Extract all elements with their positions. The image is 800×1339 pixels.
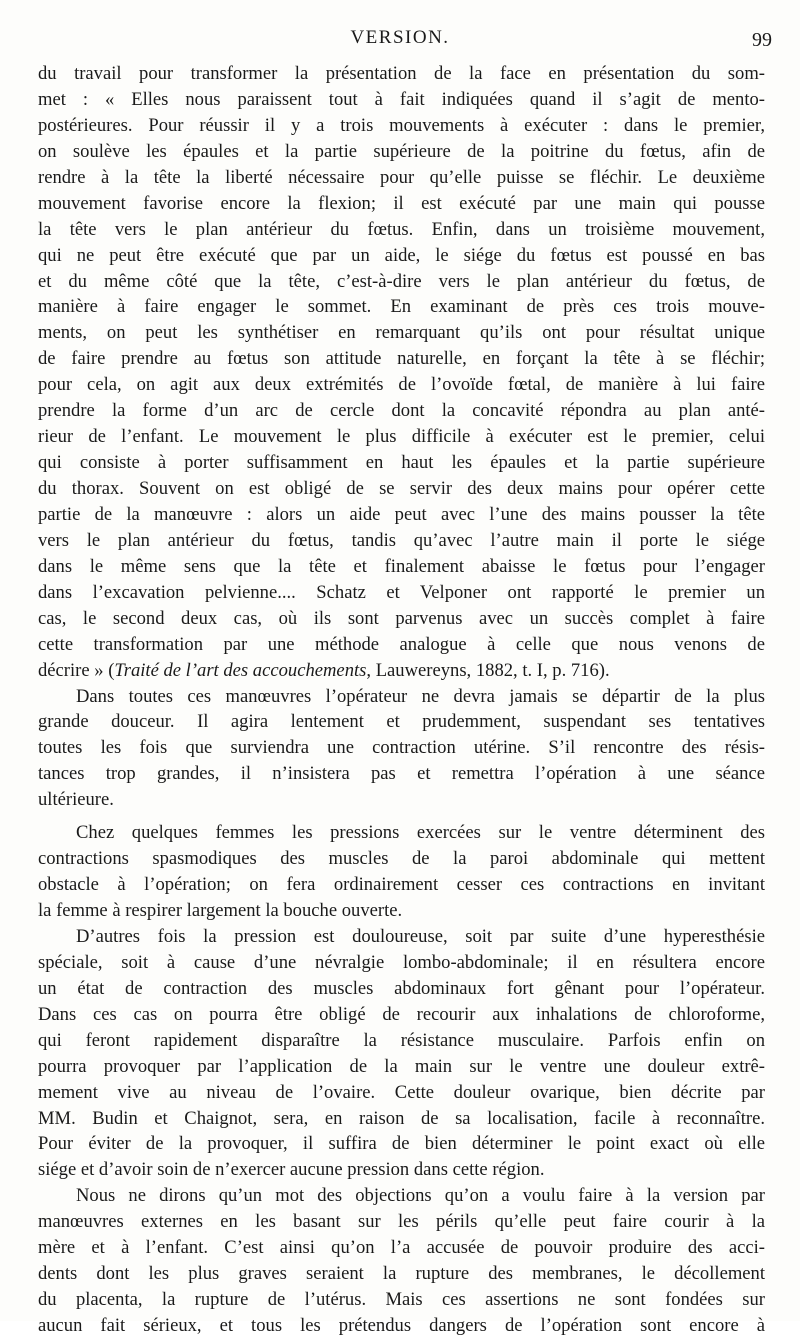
text-segment: et du même côté que la tête, c’est-à-dire vers le plan antérieur du fœtus, de xyxy=(38,270,765,292)
text-line xyxy=(38,735,765,761)
text-segment: mouvement favorise encore la flexion; il est exécuté par une main qui pousse xyxy=(38,192,765,214)
text-line xyxy=(38,632,765,658)
text-line xyxy=(38,398,765,424)
text-line xyxy=(38,165,765,191)
text-line xyxy=(38,1209,765,1235)
page-number: 99 xyxy=(752,29,772,51)
text-line xyxy=(38,1157,765,1183)
text-line xyxy=(38,580,765,606)
text-segment: dans l’excavation pelvienne.... Schatz et Velponer ont rapporté le premier un xyxy=(38,581,765,603)
text-line xyxy=(38,320,765,346)
text-segment: cette transformation par une méthode analogue à celle que nous venons de xyxy=(38,633,765,655)
text-segment: mère et à l’enfant. C’est ainsi qu’on l’a accusée de pouvoir produire des acci- xyxy=(38,1237,765,1259)
text-segment: qui consiste à porter suffisamment en haut les épaules et la partie supérieure xyxy=(38,452,765,474)
text-segment: MM. Budin et Chaignot, sera, en raison de sa localisation, facile à reconnaître. xyxy=(38,1107,765,1129)
text-line xyxy=(38,787,765,813)
text-line xyxy=(38,1080,765,1106)
text-segment: Pour éviter de la provoquer, il suffira de bien déterminer le point exact où elle xyxy=(38,1133,765,1155)
text-line xyxy=(38,1235,765,1261)
text-line xyxy=(38,761,765,787)
text-segment: vers le plan antérieur du fœtus, tandis qu’avec l’autre main il porte le siége xyxy=(38,529,765,551)
text-segment: qui feront rapidement disparaître la résistance musculaire. Parfois enfin on xyxy=(38,1029,765,1051)
text-line xyxy=(38,372,765,398)
text-line xyxy=(38,476,765,502)
text-segment: de faire prendre au fœtus son attitude naturelle, en forçant la tête à se fléchir; xyxy=(38,348,765,370)
text-line xyxy=(38,976,765,1002)
text-segment: , Lauwereyns, 1882, t. I, p. 716). xyxy=(366,659,610,681)
text-line xyxy=(38,709,765,735)
text-segment: décrire » ( xyxy=(38,659,115,681)
text-segment: Chez quelques femmes les pressions exercées sur le ventre déterminent des xyxy=(76,822,765,844)
text-segment: cas, le second deux cas, où ils sont parvenus avec un succès complet à faire xyxy=(38,607,765,629)
text-segment: manœuvres externes en les basant sur les périls qu’elle peut faire courir à la xyxy=(38,1211,765,1233)
text-segment: aucun fait sérieux, et tous les prétendus dangers de l’opération sont encore à xyxy=(38,1315,765,1336)
text-line xyxy=(38,294,765,320)
text-segment: met : « Elles nous paraissent tout à fait indiquées quand il s’agit de mento- xyxy=(38,88,765,110)
text-line xyxy=(38,1287,765,1313)
text-segment: pour cela, on agit aux deux extrémités de l’ovoïde fœtal, de manière à lui faire xyxy=(38,374,765,396)
text-segment: la tête vers le plan antérieur du fœtus. Enfin, dans un troisième mouvement, xyxy=(38,218,765,240)
text-segment: partie de la manœuvre : alors un aide peut avec l’une des mains pousser la tête xyxy=(38,503,765,525)
text-segment: manière à faire engager le sommet. En examinant de près ces trois mouve- xyxy=(38,296,765,318)
text-line xyxy=(38,346,765,372)
text-segment: prendre la forme d’un arc de cercle dont la concavité répondra au plan anté- xyxy=(38,400,765,422)
running-header xyxy=(0,27,800,53)
text-line xyxy=(38,424,765,450)
running-title: VERSION. xyxy=(350,27,450,48)
text-segment: D’autres fois la pression est douloureuse, soit par suite d’une hyperesthésie xyxy=(76,925,765,947)
text-line xyxy=(38,191,765,217)
text-line xyxy=(38,1183,765,1209)
text-line xyxy=(38,950,765,976)
text-segment: rieur de l’enfant. Le mouvement le plus difficile à exécuter est le premier, celui xyxy=(38,426,765,448)
text-line xyxy=(38,658,765,684)
text-segment: dans le même sens que la tête et finalement abaisse le fœtus pour l’engager xyxy=(38,555,765,577)
text-line xyxy=(38,606,765,632)
text-line xyxy=(38,1106,765,1132)
text-segment: toutes les fois que surviendra une contraction utérine. S’il rencontre des résis- xyxy=(38,737,765,759)
text-segment: du travail pour transformer la présentation de la face en présentation du som- xyxy=(38,63,765,84)
text-line xyxy=(38,898,765,924)
text-line xyxy=(38,217,765,243)
text-segment: ments, on peut les synthétiser en remarquant qu’ils ont pour résultat unique xyxy=(38,322,765,344)
text-line xyxy=(38,846,765,872)
text-segment: Dans ces cas on pourra être obligé de recourir aux inhalations de chloroforme, xyxy=(38,1003,765,1025)
text-line xyxy=(38,87,765,113)
text-line xyxy=(38,1131,765,1157)
text-line xyxy=(38,924,765,950)
text-line xyxy=(38,820,765,846)
text-segment: tances trop grandes, il n’insistera pas et remettra l’opération à une séance xyxy=(38,763,765,785)
text-segment: siége et d’avoir soin de n’exercer aucune pression dans cette région. xyxy=(38,1159,545,1181)
text-segment: mement vive au niveau de l’ovaire. Cette douleur ovarique, bien décrite par xyxy=(38,1081,765,1103)
text-segment: contractions spasmodiques des muscles de la paroi abdominale qui mettent xyxy=(38,848,765,870)
text-segment: dents dont les plus graves seraient la rupture des membranes, le décollement xyxy=(38,1263,765,1285)
text-segment: on soulève les épaules et la partie supérieure de la poitrine du fœtus, afin de xyxy=(38,140,765,162)
text-line xyxy=(38,113,765,139)
text-line xyxy=(38,61,765,87)
text-segment: grande douceur. Il agira lentement et prudemment, suspendant ses tentatives xyxy=(38,711,765,733)
text-segment: rendre à la tête la liberté nécessaire pour qu’elle puisse se fléchir. Le deuxième xyxy=(38,166,765,188)
text-line xyxy=(38,528,765,554)
text-segment: postérieures. Pour réussir il y a trois mouvements à exécuter : dans le premier, xyxy=(38,114,765,136)
text-line xyxy=(38,554,765,580)
text-segment: du placenta, la rupture de l’utérus. Mais ces assertions ne sont fondées sur xyxy=(38,1289,765,1311)
text-line xyxy=(38,1261,765,1287)
text-segment: pourra provoquer par l’application de la main sur le ventre une douleur extrê- xyxy=(38,1055,765,1077)
text-line xyxy=(38,872,765,898)
text-segment: du thorax. Souvent on est obligé de se servir des deux mains pour opérer cette xyxy=(38,478,765,499)
text-line xyxy=(38,684,765,710)
text-line xyxy=(38,269,765,295)
text-segment: la femme à respirer largement la bouche ouverte. xyxy=(38,900,403,921)
text-line xyxy=(38,450,765,476)
text-line xyxy=(38,1054,765,1080)
text-segment: spéciale, soit à cause d’une névralgie lombo-abdominale; il en résultera encore xyxy=(38,951,765,973)
text-line xyxy=(38,502,765,528)
text-segment: qui ne peut être exécuté que par un aide, le siége du fœtus est poussé en bas xyxy=(38,244,765,266)
text-segment: ultérieure. xyxy=(38,789,114,811)
italic-citation: Traité de l’art des accouchements xyxy=(114,659,367,681)
text-segment: obstacle à l’opération; on fera ordinairement cesser ces contractions en invitant xyxy=(38,874,765,896)
text-segment: Nous ne dirons qu’un mot des objections qu’on a voulu faire à la version par xyxy=(76,1185,765,1207)
body-text xyxy=(38,61,765,1339)
text-line xyxy=(38,1028,765,1054)
text-segment: un état de contraction des muscles abdominaux fort gênant pour l’opérateur. xyxy=(38,977,765,999)
text-line xyxy=(38,243,765,269)
text-segment: Dans toutes ces manœuvres l’opérateur ne devra jamais se départir de la plus xyxy=(76,685,765,707)
text-line xyxy=(38,1313,765,1339)
text-line xyxy=(38,1002,765,1028)
text-line xyxy=(38,139,765,165)
